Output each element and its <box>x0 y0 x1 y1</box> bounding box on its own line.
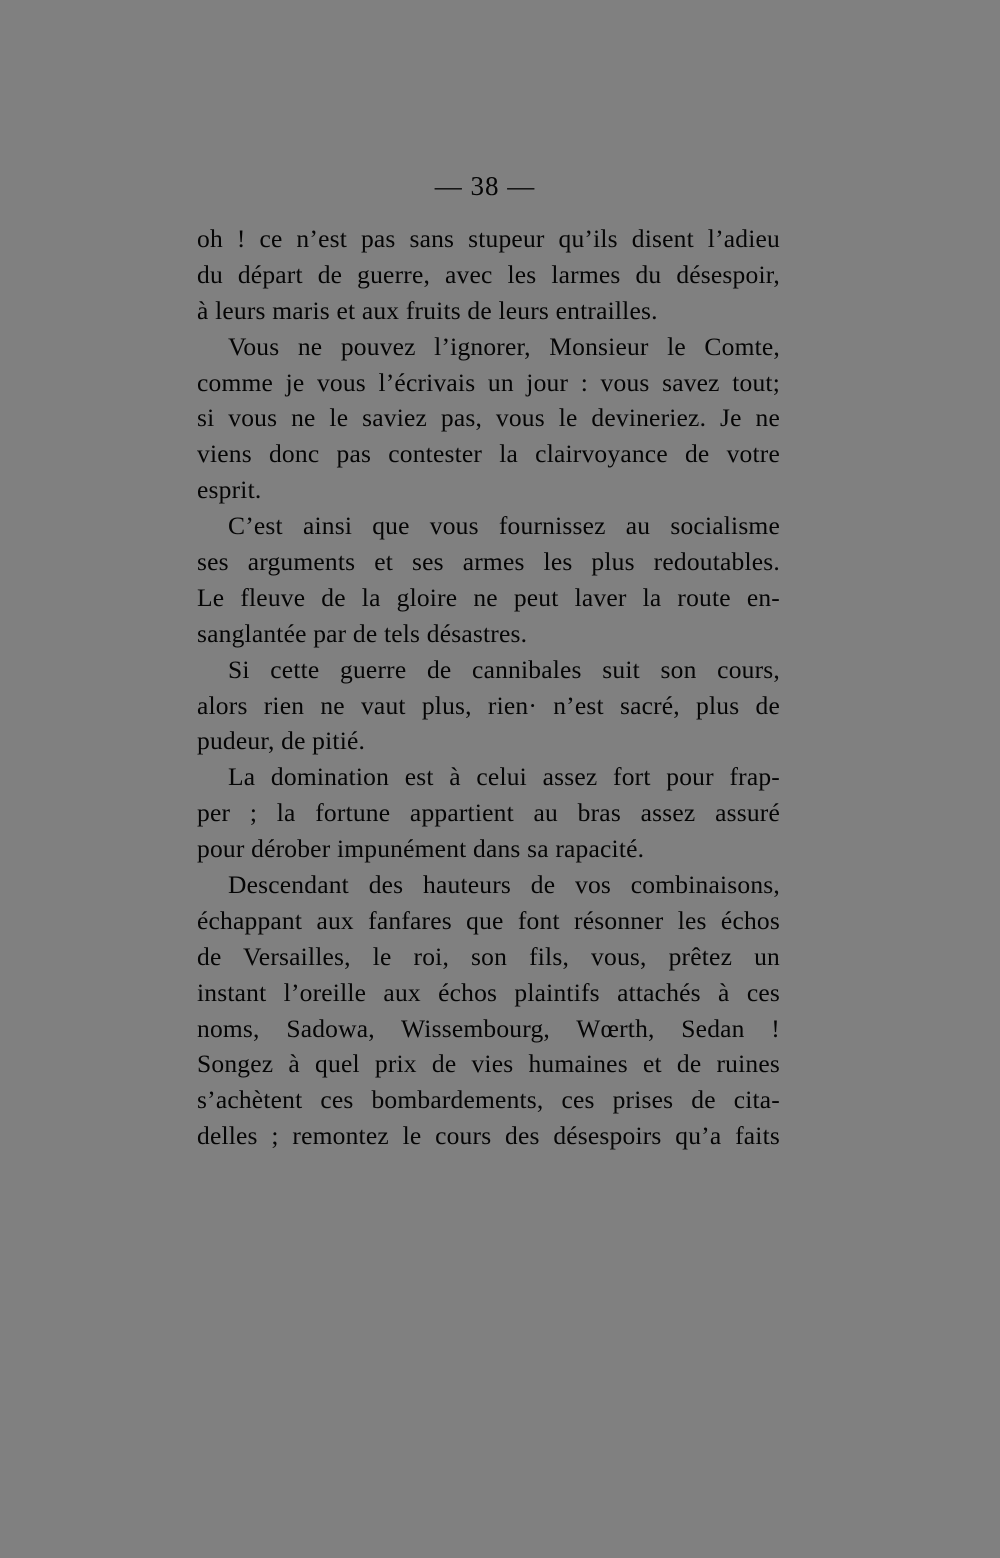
text-line: esprit. <box>197 475 262 505</box>
text-line: sanglantée par de tels désastres. <box>197 618 528 648</box>
paragraph <box>197 652 780 760</box>
text-line: La domination est à celui assez fort pour frap- <box>228 762 780 792</box>
text-line: échappant aux fanfares que font résonner les échos <box>197 905 780 935</box>
text-line: à leurs maris et aux fruits de leurs entrailles. <box>197 295 658 325</box>
text-line: s’achètent ces bombardements, ces prises de cita- <box>197 1085 780 1115</box>
paragraph <box>197 867 780 1154</box>
text-line: oh ! ce n’est pas sans stupeur qu’ils disent l’adieu <box>197 224 780 253</box>
text-line: Le fleuve de la gloire ne peut laver la route en- <box>197 582 780 612</box>
paragraph <box>197 759 780 867</box>
text-line: Si cette guerre de cannibales suit son cours, <box>228 654 780 684</box>
text-line: du départ de guerre, avec les larmes du désespoir, <box>197 259 780 289</box>
text-line: de Versailles, le roi, son fils, vous, prêtez un <box>197 941 780 971</box>
paragraph <box>197 508 780 652</box>
text-line: viens donc pas contester la clairvoyance de votre <box>197 439 780 469</box>
text-line: pudeur, de pitié. <box>197 726 366 756</box>
text-line: C’est ainsi que vous fournissez au socialisme <box>228 511 780 541</box>
paragraph <box>197 329 780 508</box>
text-line: per ; la fortune appartient au bras assez assuré <box>197 798 780 828</box>
page-number: — 38 — <box>434 171 536 201</box>
text-line: pour dérober impunément dans sa rapacité. <box>197 834 645 864</box>
text-line: ses arguments et ses armes les plus redoutables. <box>197 547 780 577</box>
text-line: alors rien ne vaut plus, rien· n’est sacré, plus de <box>197 690 780 720</box>
paragraph <box>197 221 780 329</box>
text-line: Vous ne pouvez l’ignorer, Monsieur le Comte, <box>228 331 780 361</box>
text-line: Descendant des hauteurs de vos combinaisons, <box>228 870 780 900</box>
text-line: si vous ne le saviez pas, vous le devineriez. Je ne <box>197 403 780 433</box>
text-line: instant l’oreille aux échos plaintifs attachés à ces <box>197 977 780 1007</box>
text-line: noms, Sadowa, Wissembourg, Wœrth, Sedan ! <box>197 1013 780 1043</box>
text-line: comme je vous l’écrivais un jour : vous savez tout; <box>197 367 780 397</box>
body-text <box>197 221 780 1154</box>
text-line: Songez à quel prix de vies humaines et de ruines <box>197 1049 780 1079</box>
text-line: delles ; remontez le cours des désespoirs qu’a faits <box>197 1121 780 1151</box>
